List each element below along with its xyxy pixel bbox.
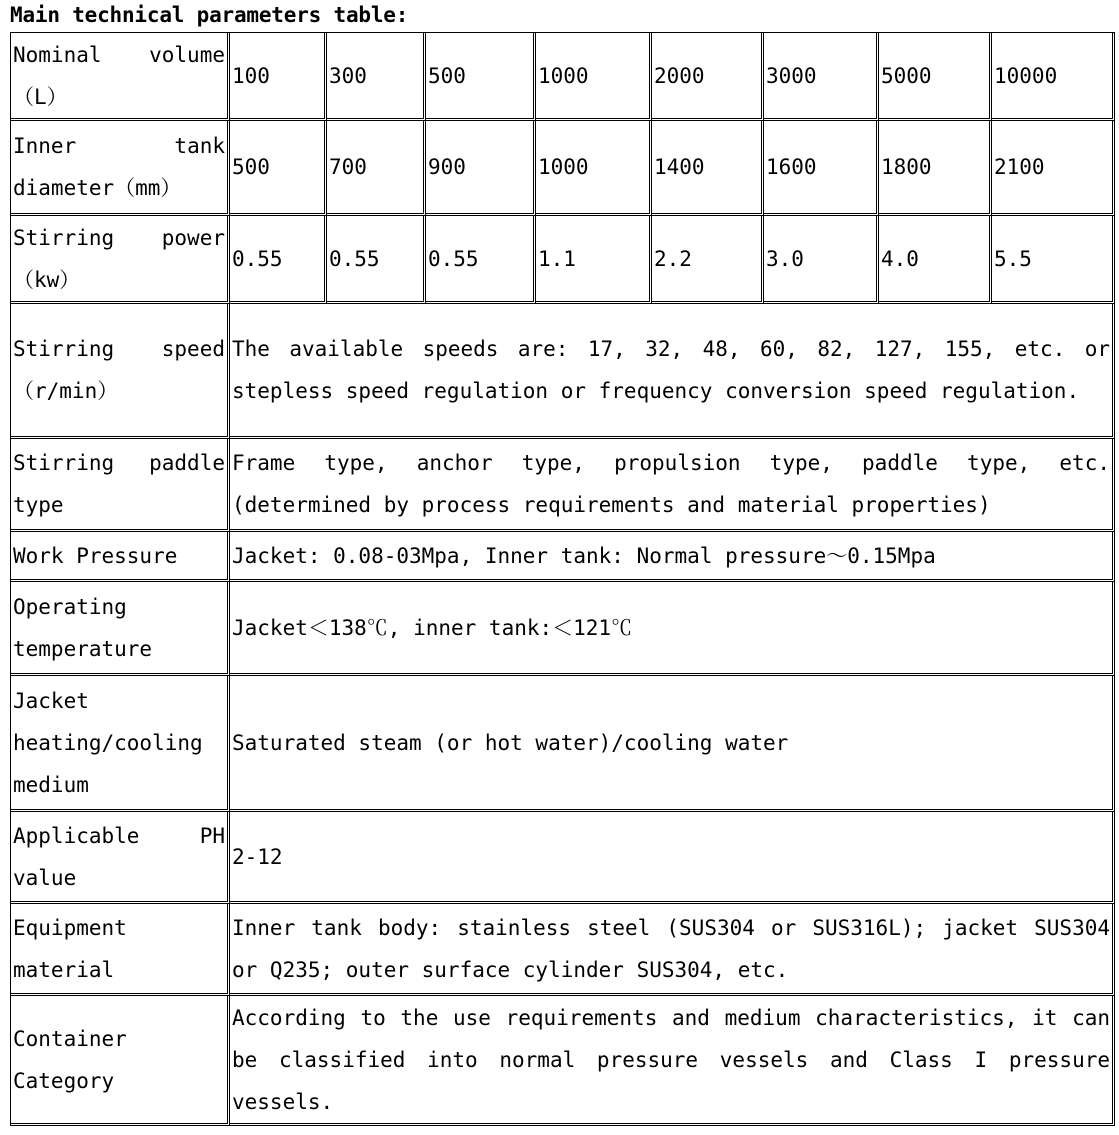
value-cell: 1600 [764, 121, 879, 216]
technical-parameters-table [10, 32, 1115, 1126]
label-stirring-paddle-type: Stirring paddle type [11, 439, 230, 532]
label-operating-temperature: Operating temperature [11, 582, 230, 676]
label-inner-tank-diameter: Inner tank diameter（mm） [11, 121, 230, 216]
value-cell: 900 [426, 121, 536, 216]
value-cell: 3000 [764, 33, 879, 121]
value-cell: 4.0 [879, 216, 992, 304]
value-operating-temperature: Jacket＜138℃, inner tank:＜121℃ [230, 582, 1115, 676]
value-stirring-paddle-type: Frame type, anchor type, propulsion type, paddle type, etc. (determined by process requirements and material properties) [230, 439, 1115, 532]
label-nominal-volume: Nominal volume（L） [11, 33, 230, 121]
value-cell: 5.5 [992, 216, 1115, 304]
value-jacket-medium: Saturated steam (or hot water)/cooling water [230, 676, 1115, 812]
value-equipment-material: Inner tank body: stainless steel (SUS304 or SUS316L); jacket SUS304 or Q235; outer surface cylinder SUS304, etc. [230, 904, 1115, 996]
value-cell: 0.55 [426, 216, 536, 304]
value-cell: 2100 [992, 121, 1115, 216]
row-applicable-ph [11, 812, 1115, 904]
label-work-pressure: Work Pressure [11, 532, 230, 582]
row-nominal-volume [11, 33, 1115, 121]
value-cell: 1000 [536, 121, 652, 216]
row-container-category [11, 996, 1115, 1126]
value-cell: 10000 [992, 33, 1115, 121]
value-cell: 500 [230, 121, 327, 216]
label-stirring-power: Stirring power（kw） [11, 216, 230, 304]
value-cell: 1000 [536, 33, 652, 121]
row-equipment-material [11, 904, 1115, 996]
label-jacket-medium: Jacket heating/cooling medium [11, 676, 230, 812]
value-cell: 700 [327, 121, 426, 216]
row-stirring-power [11, 216, 1115, 304]
label-applicable-ph: Applicable PH value [11, 812, 230, 904]
row-stirring-paddle-type [11, 439, 1115, 532]
value-cell: 100 [230, 33, 327, 121]
row-inner-tank-diameter [11, 121, 1115, 216]
value-cell: 500 [426, 33, 536, 121]
row-stirring-speed [11, 304, 1115, 439]
value-cell: 5000 [879, 33, 992, 121]
row-operating-temperature [11, 582, 1115, 676]
value-cell: 0.55 [327, 216, 426, 304]
label-stirring-speed: Stirring speed（r/min） [11, 304, 230, 439]
value-cell: 3.0 [764, 216, 879, 304]
value-stirring-speed: The available speeds are: 17, 32, 48, 60, 82, 127, 155, etc. or stepless speed regulation or frequency conversion speed regulation. [230, 304, 1115, 439]
value-work-pressure: Jacket: 0.08-03Mpa, Inner tank: Normal pressure～0.15Mpa [230, 532, 1115, 582]
value-cell: 1800 [879, 121, 992, 216]
row-jacket-medium [11, 676, 1115, 812]
row-work-pressure [11, 532, 1115, 582]
label-container-category: Container Category [11, 996, 230, 1126]
label-equipment-material: Equipment material [11, 904, 230, 996]
value-cell: 1.1 [536, 216, 652, 304]
value-applicable-ph: 2-12 [230, 812, 1115, 904]
value-cell: 300 [327, 33, 426, 121]
table-title: Main technical parameters table: [10, 3, 409, 27]
value-cell: 2000 [652, 33, 764, 121]
value-container-category: According to the use requirements and medium characteristics, it can be classified into normal pressure vessels and Class I pressure vessels. [230, 996, 1115, 1126]
value-cell: 2.2 [652, 216, 764, 304]
value-cell: 0.55 [230, 216, 327, 304]
value-cell: 1400 [652, 121, 764, 216]
